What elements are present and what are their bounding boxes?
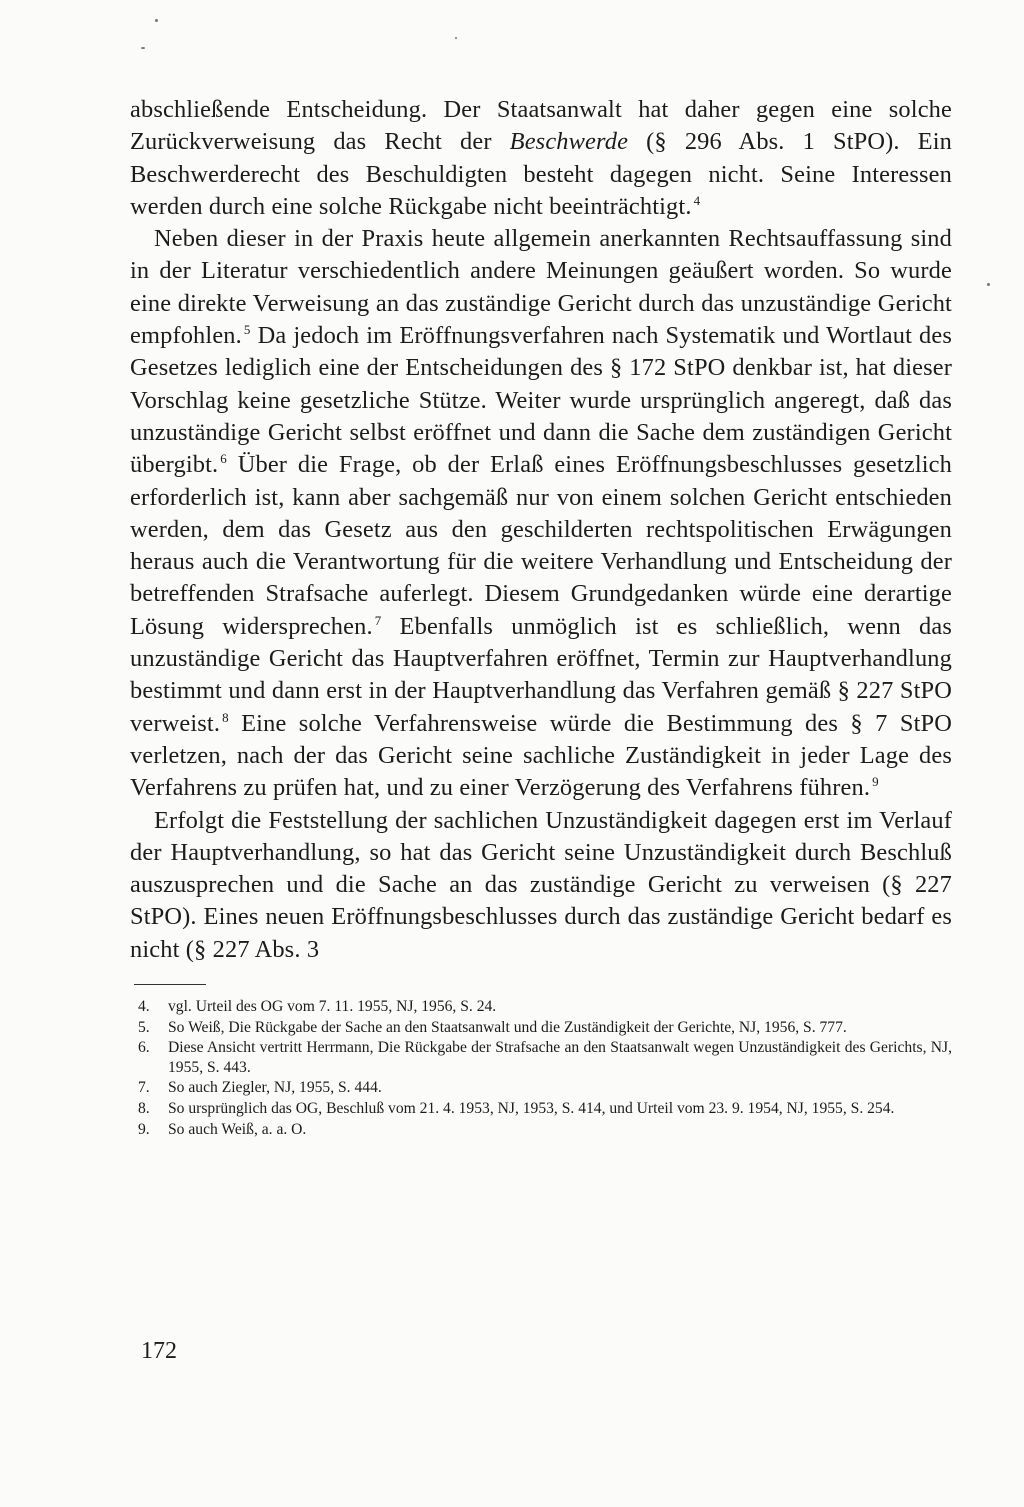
page-body xyxy=(130,94,952,1140)
footnote-9 xyxy=(130,1120,952,1140)
scan-speck xyxy=(987,283,990,286)
footnote-ref-9: 9 xyxy=(872,774,879,790)
paragraph-2-seg-1: Neben dieser in der Praxis heute allgemein anerkannten Rechtsauffassung sind in der Literatur verschiedentlich andere Meinungen geäußert worden. So wurde eine direkte Verweisung an das zuständige Gericht durch das unzuständige Gericht empfohlen. xyxy=(130,225,952,350)
footnote-text: vgl. Urteil des OG vom 7. 11. 1955, NJ, 1956, S. 24. xyxy=(168,998,497,1016)
footnote-text: So Weiß, Die Rückgabe der Sache an den Staatsanwalt und die Zuständigkeit der Gerichte, NJ, 1956, S. 777. xyxy=(168,1018,847,1036)
paragraph-1-emphasis: Beschwerde xyxy=(509,128,629,156)
footnote-ref-7: 7 xyxy=(374,612,382,628)
scan-speck xyxy=(155,19,158,22)
footnote-text: So auch Weiß, a. a. O. xyxy=(168,1120,307,1138)
paragraph-2-seg-2: Da jedoch im Eröffnungsverfahren nach Systematik und Wortlaut des Gesetzes lediglich eine der Entscheidungen des § 172 StPO denkbar ist, hat dieser Vorschlag keine gesetzliche Stütze. Weiter wurde ursprünglich angeregt, daß das unzuständige Gericht selbst eröffnet und dann die Sache dem zuständigen Gericht übergibt. xyxy=(130,322,952,479)
footnote-number: 5. xyxy=(138,1018,150,1036)
footnote-text: Diese Ansicht vertritt Herrmann, Die Rückgabe der Strafsache an den Staatsanwalt wegen Unzuständigkeit des Gerichts, NJ, 1955, S. 443. xyxy=(168,1039,952,1076)
paragraph-2 xyxy=(130,223,952,804)
footnote-text: So ursprünglich das OG, Beschluß vom 21. 4. 1953, NJ, 1953, S. 414, und Urteil vom 23. 9. 1954, NJ, 1955, S. 254. xyxy=(168,1099,895,1117)
scan-speck xyxy=(141,47,145,49)
paragraph-1-text-a: abschließende Entscheidung. Der Staatsanwalt hat daher gegen eine solche Zurückverweisung das Recht der xyxy=(130,96,952,156)
scan-speck xyxy=(455,37,457,39)
footnote-5 xyxy=(130,1018,952,1038)
footnote-6 xyxy=(130,1038,952,1077)
footnote-8 xyxy=(130,1099,952,1119)
paragraph-1-text-b: (§ 296 Abs. 1 StPO). Ein Beschwerderecht des Beschuldigten besteht dagegen nicht. Seine Interessen werden durch eine solche Rückgabe nicht beeinträchtigt. xyxy=(130,128,952,220)
paragraph-1 xyxy=(130,94,952,223)
paragraph-2-seg-5: Eine solche Verfahrensweise würde die Bestimmung des § 7 StPO verletzen, nach der das Gericht seine sachliche Zuständigkeit in jeder Lage des Verfahrens zu prüfen hat, und zu einer Verzögerung des Verfahrens führen. xyxy=(130,709,952,802)
footnote-text: So auch Ziegler, NJ, 1955, S. 444. xyxy=(168,1079,382,1097)
footnote-ref-8: 8 xyxy=(222,709,229,725)
paragraph-2-seg-3: Über die Frage, ob der Erlaß eines Eröffnungsbeschlusses gesetzlich erforderlich ist, kann aber sachgemäß nur von einem solchen Gericht entschieden werden, dem das Gesetz aus den geschilderten rechtspolitischen Erwägungen heraus auch die Verantwortung für die weitere Verhandlung und Entscheidung der betreffenden Strafsache auferlegt. Diesem Grundgedanken würde eine derartige Lösung widersprechen. xyxy=(130,451,952,640)
page-number: 172 xyxy=(141,1338,177,1364)
footnote-ref-5: 5 xyxy=(243,322,251,338)
footnote-ref-4: 4 xyxy=(693,192,701,208)
footnote-7 xyxy=(130,1078,952,1098)
footnote-number: 6. xyxy=(138,1039,150,1057)
footnote-number: 7. xyxy=(138,1079,150,1097)
paragraph-2-seg-4: Ebenfalls unmöglich ist es schließlich, wenn das unzuständige Gericht das Hauptverfahren eröffnet, Termin zur Hauptverhandlung bestimmt und dann erst in der Hauptverhandlung das Verfahren gemäß § 227 StPO verweist. xyxy=(130,612,952,737)
footnote-number: 4. xyxy=(138,998,150,1016)
footnote-divider xyxy=(134,984,206,985)
footnotes-list xyxy=(130,997,952,1139)
footnote-ref-6: 6 xyxy=(220,451,227,467)
paragraph-3: Erfolgt die Feststellung der sachlichen Unzuständigkeit dagegen erst im Verlauf der Hauptverhandlung, so hat das Gericht seine Unzuständigkeit durch Beschluß auszusprechen und die Sache an das zuständige Gericht zu verweisen (§ 227 StPO). Eines neuen Eröffnungsbeschlusses durch das zuständige Gericht bedarf es nicht (§ 227 Abs. 3 xyxy=(130,806,952,963)
footnote-4 xyxy=(130,997,952,1017)
footnote-number: 8. xyxy=(138,1099,150,1117)
footnote-number: 9. xyxy=(138,1120,150,1138)
